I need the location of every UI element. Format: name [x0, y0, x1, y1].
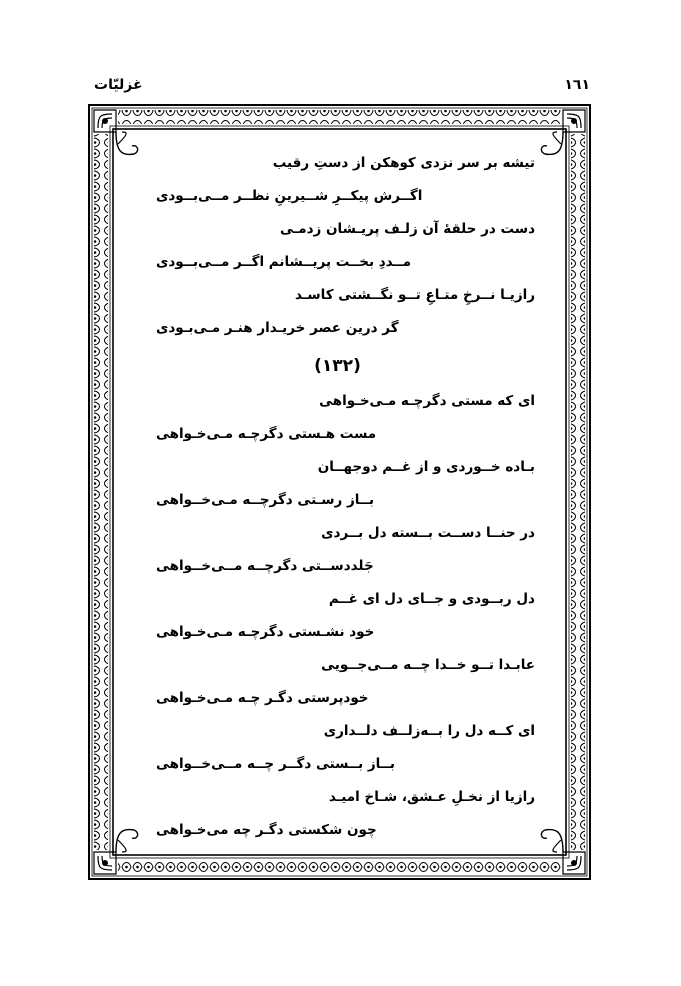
- verse-3-first-hemistich: رازیـا نــرخِ متـاعِ تــو نگــشتی کاسـد: [294, 287, 535, 303]
- verse-1-second-hemistich: اگــرش پیکــرِ شــیرینِ نظــر مــی‌بــودی: [156, 188, 423, 204]
- verse-6-first-hemistich: در حنــا دســت بــسته دل بــردی: [321, 525, 535, 541]
- verse-3-second-hemistich: گر درین عصر خریـدار هنـر مـی‌بـودی: [156, 320, 399, 336]
- verse-4-second-hemistich: مست هـستی دگرچـه مـی‌خـواهی: [156, 426, 377, 442]
- verse-8-first-hemistich: عابـدا تــو خــدا چــه مــی‌جــویی: [321, 657, 535, 673]
- verse-9-first-hemistich: ای کــه دل را بــه‌زلــف دلــداری: [323, 723, 535, 739]
- verse-10-first-hemistich: رازیا از نخـلِ عـشق، شـاخ امیـد: [328, 789, 535, 805]
- verse-9-second-hemistich: بــاز بــستی دگــر چــه مــی‌خــواهی: [156, 756, 396, 772]
- verse-7-second-hemistich: خود نشـستی دگرچـه مـی‌خـواهی: [156, 624, 375, 640]
- page-number: ١٦١: [564, 77, 590, 93]
- verse-1-first-hemistich: تیشه بر سر نزدی کوهکن از دستِ رقیب: [272, 155, 535, 171]
- verse-4-first-hemistich: ای که مستی دگرچـه مـی‌خـواهی: [319, 393, 535, 409]
- verse-2-first-hemistich: دست در حلقهٔ آن زلـف پریـشان زدمـی: [279, 221, 535, 237]
- verse-5-first-hemistich: بـاده خــوردی و از غــم دوجهــان: [317, 459, 535, 475]
- verse-2-second-hemistich: مــددِ بخــت پریــشانم اگــر مــی‌بــودی: [156, 254, 412, 270]
- verse-6-second-hemistich: جَلددســتی دگرچــه مــی‌خــواهی: [156, 558, 374, 574]
- verse-8-second-hemistich: خودپرستی دگـر چـه مـی‌خـواهی: [156, 690, 369, 706]
- poem-number: (۱۳۲): [314, 356, 361, 376]
- verse-7-first-hemistich: دل ربــودی و جــای دل ای غــم: [328, 591, 535, 607]
- page-header: [94, 77, 590, 97]
- verse-10-second-hemistich: چون شکستی دگـر چه می‌خـواهی: [156, 822, 377, 838]
- verse-5-second-hemistich: بــاز رسـتی دگرچــه مـی‌خــواهی: [156, 492, 375, 508]
- section-title: غزلیّات: [94, 77, 143, 93]
